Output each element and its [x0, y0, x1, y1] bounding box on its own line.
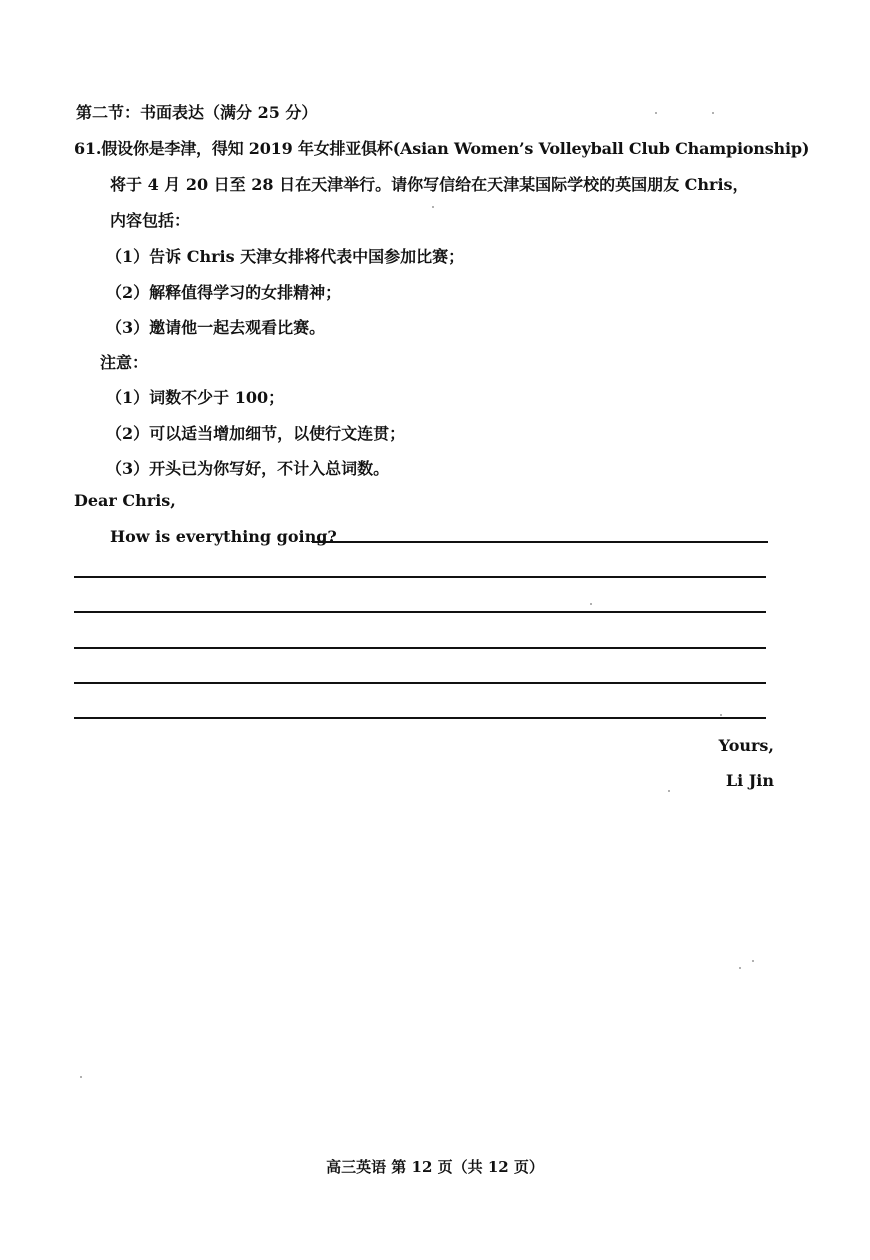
answer-line[interactable]	[74, 717, 766, 719]
answer-line[interactable]	[74, 611, 766, 613]
section-title: 第二节：书面表达（满分 25 分）	[76, 103, 318, 122]
note-item: （1）词数不少于 100；	[106, 388, 285, 407]
scan-speck	[432, 206, 434, 208]
page-footer: 高三英语 第 12 页（共 12 页）	[326, 1158, 544, 1176]
scan-speck	[720, 714, 722, 716]
answer-line[interactable]	[74, 576, 766, 578]
note-item: （2）可以适当增加细节，以使行文连贯；	[106, 424, 406, 443]
question-prompt-line-3: 内容包括：	[110, 211, 191, 230]
letter-closing: Yours,	[718, 736, 774, 755]
scan-speck	[590, 603, 592, 605]
scan-speck	[668, 790, 670, 792]
question-prompt-line-1: 61.假设你是李津，得知 2019 年女排亚俱杯(Asian Women’s Volleyball Club Championship)	[74, 139, 810, 158]
note-label: 注意：	[100, 353, 149, 372]
scan-speck	[752, 960, 754, 962]
letter-signature: Li Jin	[725, 771, 774, 790]
requirement-item: （2）解释值得学习的女排精神；	[106, 283, 342, 302]
letter-opening: How is everything going?	[110, 527, 337, 546]
note-item: （3）开头已为你写好，不计入总词数。	[106, 459, 390, 478]
scan-speck	[655, 112, 657, 114]
requirement-item: （1）告诉 Chris 天津女排将代表中国参加比赛；	[106, 247, 465, 266]
question-prompt-line-2: 将于 4 月 20 日至 28 日在天津举行。请你写信给在天津某国际学校的英国朋友 Chris，	[110, 175, 749, 194]
answer-line[interactable]	[74, 682, 766, 684]
letter-greeting: Dear Chris,	[74, 491, 176, 510]
scan-speck	[712, 112, 714, 114]
answer-line[interactable]	[74, 647, 766, 649]
requirement-item: （3）邀请他一起去观看比赛。	[106, 318, 326, 337]
answer-line[interactable]	[312, 541, 768, 543]
scan-speck	[80, 1076, 82, 1078]
scan-speck	[739, 967, 741, 969]
